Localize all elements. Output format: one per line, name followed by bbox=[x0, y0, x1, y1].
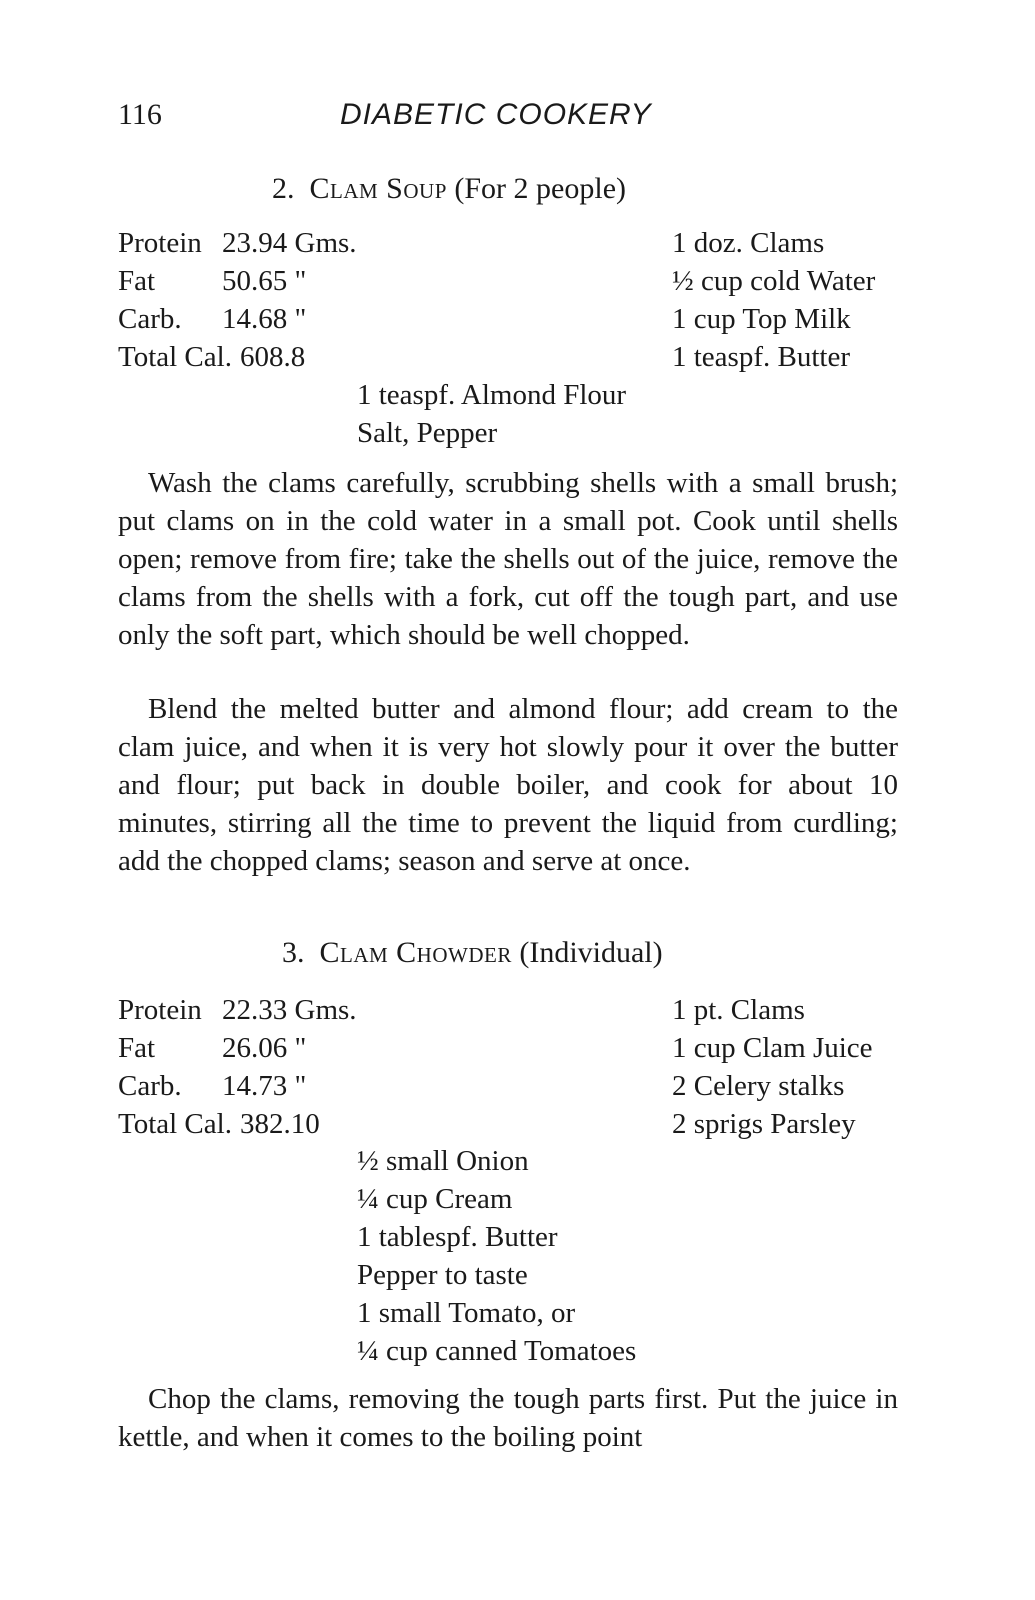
recipe-number: 2. bbox=[272, 172, 295, 205]
ingredient: ½ cup cold Water bbox=[672, 265, 876, 297]
ingredient: 2 Celery stalks bbox=[672, 1070, 845, 1102]
ingredient: 1 small Tomato, or bbox=[357, 1297, 576, 1329]
recipe-number: 3. bbox=[282, 936, 305, 969]
ingredient: 1 doz. Clams bbox=[672, 227, 825, 259]
ingredient: ¼ cup canned Tomatoes bbox=[357, 1335, 637, 1367]
recipe-2-title bbox=[272, 170, 626, 208]
nutrition-label: Total Cal. bbox=[118, 1108, 232, 1140]
nutrition-value: 26.06 " bbox=[222, 1032, 307, 1064]
nutrition-label: Protein bbox=[118, 994, 202, 1026]
recipe-2-nutrition bbox=[118, 224, 357, 376]
nutrition-row bbox=[118, 224, 357, 262]
nutrition-label: Protein bbox=[118, 227, 202, 259]
recipe-3-paragraph-1: Chop the clams, removing the tough parts first. Put the juice in kettle, and when it comes to the boiling point bbox=[118, 1383, 898, 1453]
nutrition-value: 22.33 Gms. bbox=[222, 994, 357, 1026]
nutrition-label: Fat bbox=[118, 1032, 156, 1064]
nutrition-value: 23.94 Gms. bbox=[222, 227, 357, 259]
nutrition-row bbox=[118, 300, 357, 338]
recipe-subtitle: (For 2 people) bbox=[454, 172, 626, 205]
recipe-subtitle: (Individual) bbox=[519, 936, 663, 969]
ingredient: 1 pt. Clams bbox=[672, 994, 805, 1026]
recipe-2-paragraph-1: Wash the clams carefully, scrubbing shells with a small brush; put clams on in the cold water in a small pot. Cook until shells open; remove from fire; take the shells out of the juice, remove the clams from the shells with a fork, cut off the tough part, and use only the soft part, which should be well chopped. bbox=[118, 467, 898, 651]
nutrition-label: Carb. bbox=[118, 303, 182, 335]
ingredient: 1 teaspf. Butter bbox=[672, 341, 850, 373]
recipe-3-title bbox=[282, 934, 663, 972]
nutrition-value: 14.68 " bbox=[222, 303, 307, 335]
nutrition-value: 382.10 bbox=[239, 1108, 320, 1140]
recipe-name: Clam Soup bbox=[309, 172, 447, 205]
nutrition-value: 608.8 bbox=[239, 341, 306, 373]
ingredient: ¼ cup Cream bbox=[357, 1183, 513, 1215]
recipe-2-ingredients-center bbox=[357, 376, 626, 452]
nutrition-label: Total Cal. bbox=[118, 341, 232, 373]
recipe-3-ingredients-right bbox=[672, 991, 873, 1143]
nutrition-row bbox=[118, 1029, 357, 1067]
ingredient: 2 sprigs Parsley bbox=[672, 1108, 856, 1140]
recipe-2-ingredients-right bbox=[672, 224, 875, 376]
recipe-name: Clam Chowder bbox=[319, 936, 512, 969]
nutrition-row bbox=[118, 338, 357, 376]
ingredient: ½ small Onion bbox=[357, 1145, 529, 1177]
ingredient: 1 cup Clam Juice bbox=[672, 1032, 873, 1064]
nutrition-row bbox=[118, 262, 357, 300]
nutrition-row bbox=[118, 991, 357, 1029]
nutrition-label: Fat bbox=[118, 265, 156, 297]
nutrition-label: Carb. bbox=[118, 1070, 182, 1102]
ingredient: Salt, Pepper bbox=[357, 417, 498, 449]
nutrition-row bbox=[118, 1105, 357, 1143]
nutrition-value: 50.65 " bbox=[222, 265, 307, 297]
recipe-3-nutrition bbox=[118, 991, 357, 1143]
nutrition-value: 14.73 " bbox=[222, 1070, 307, 1102]
running-head: DIABETIC COOKERY bbox=[340, 98, 652, 131]
page-number: 116 bbox=[118, 98, 162, 131]
recipe-2-paragraph-2: Blend the melted butter and almond flour; add cream to the clam juice, and when it is very hot slowly pour it over the butter and flour; put back in double boiler, and cook for about 10 minutes, stirring all the time to prevent the liquid from curdling; add the chopped clams; season and serve at once. bbox=[118, 693, 898, 877]
ingredient: 1 cup Top Milk bbox=[672, 303, 851, 335]
ingredient: 1 tablespf. Butter bbox=[357, 1221, 558, 1253]
nutrition-row bbox=[118, 1067, 357, 1105]
ingredient: 1 teaspf. Almond Flour bbox=[357, 379, 627, 411]
recipe-3-ingredients-center bbox=[357, 1142, 636, 1370]
ingredient: Pepper to taste bbox=[357, 1259, 528, 1291]
